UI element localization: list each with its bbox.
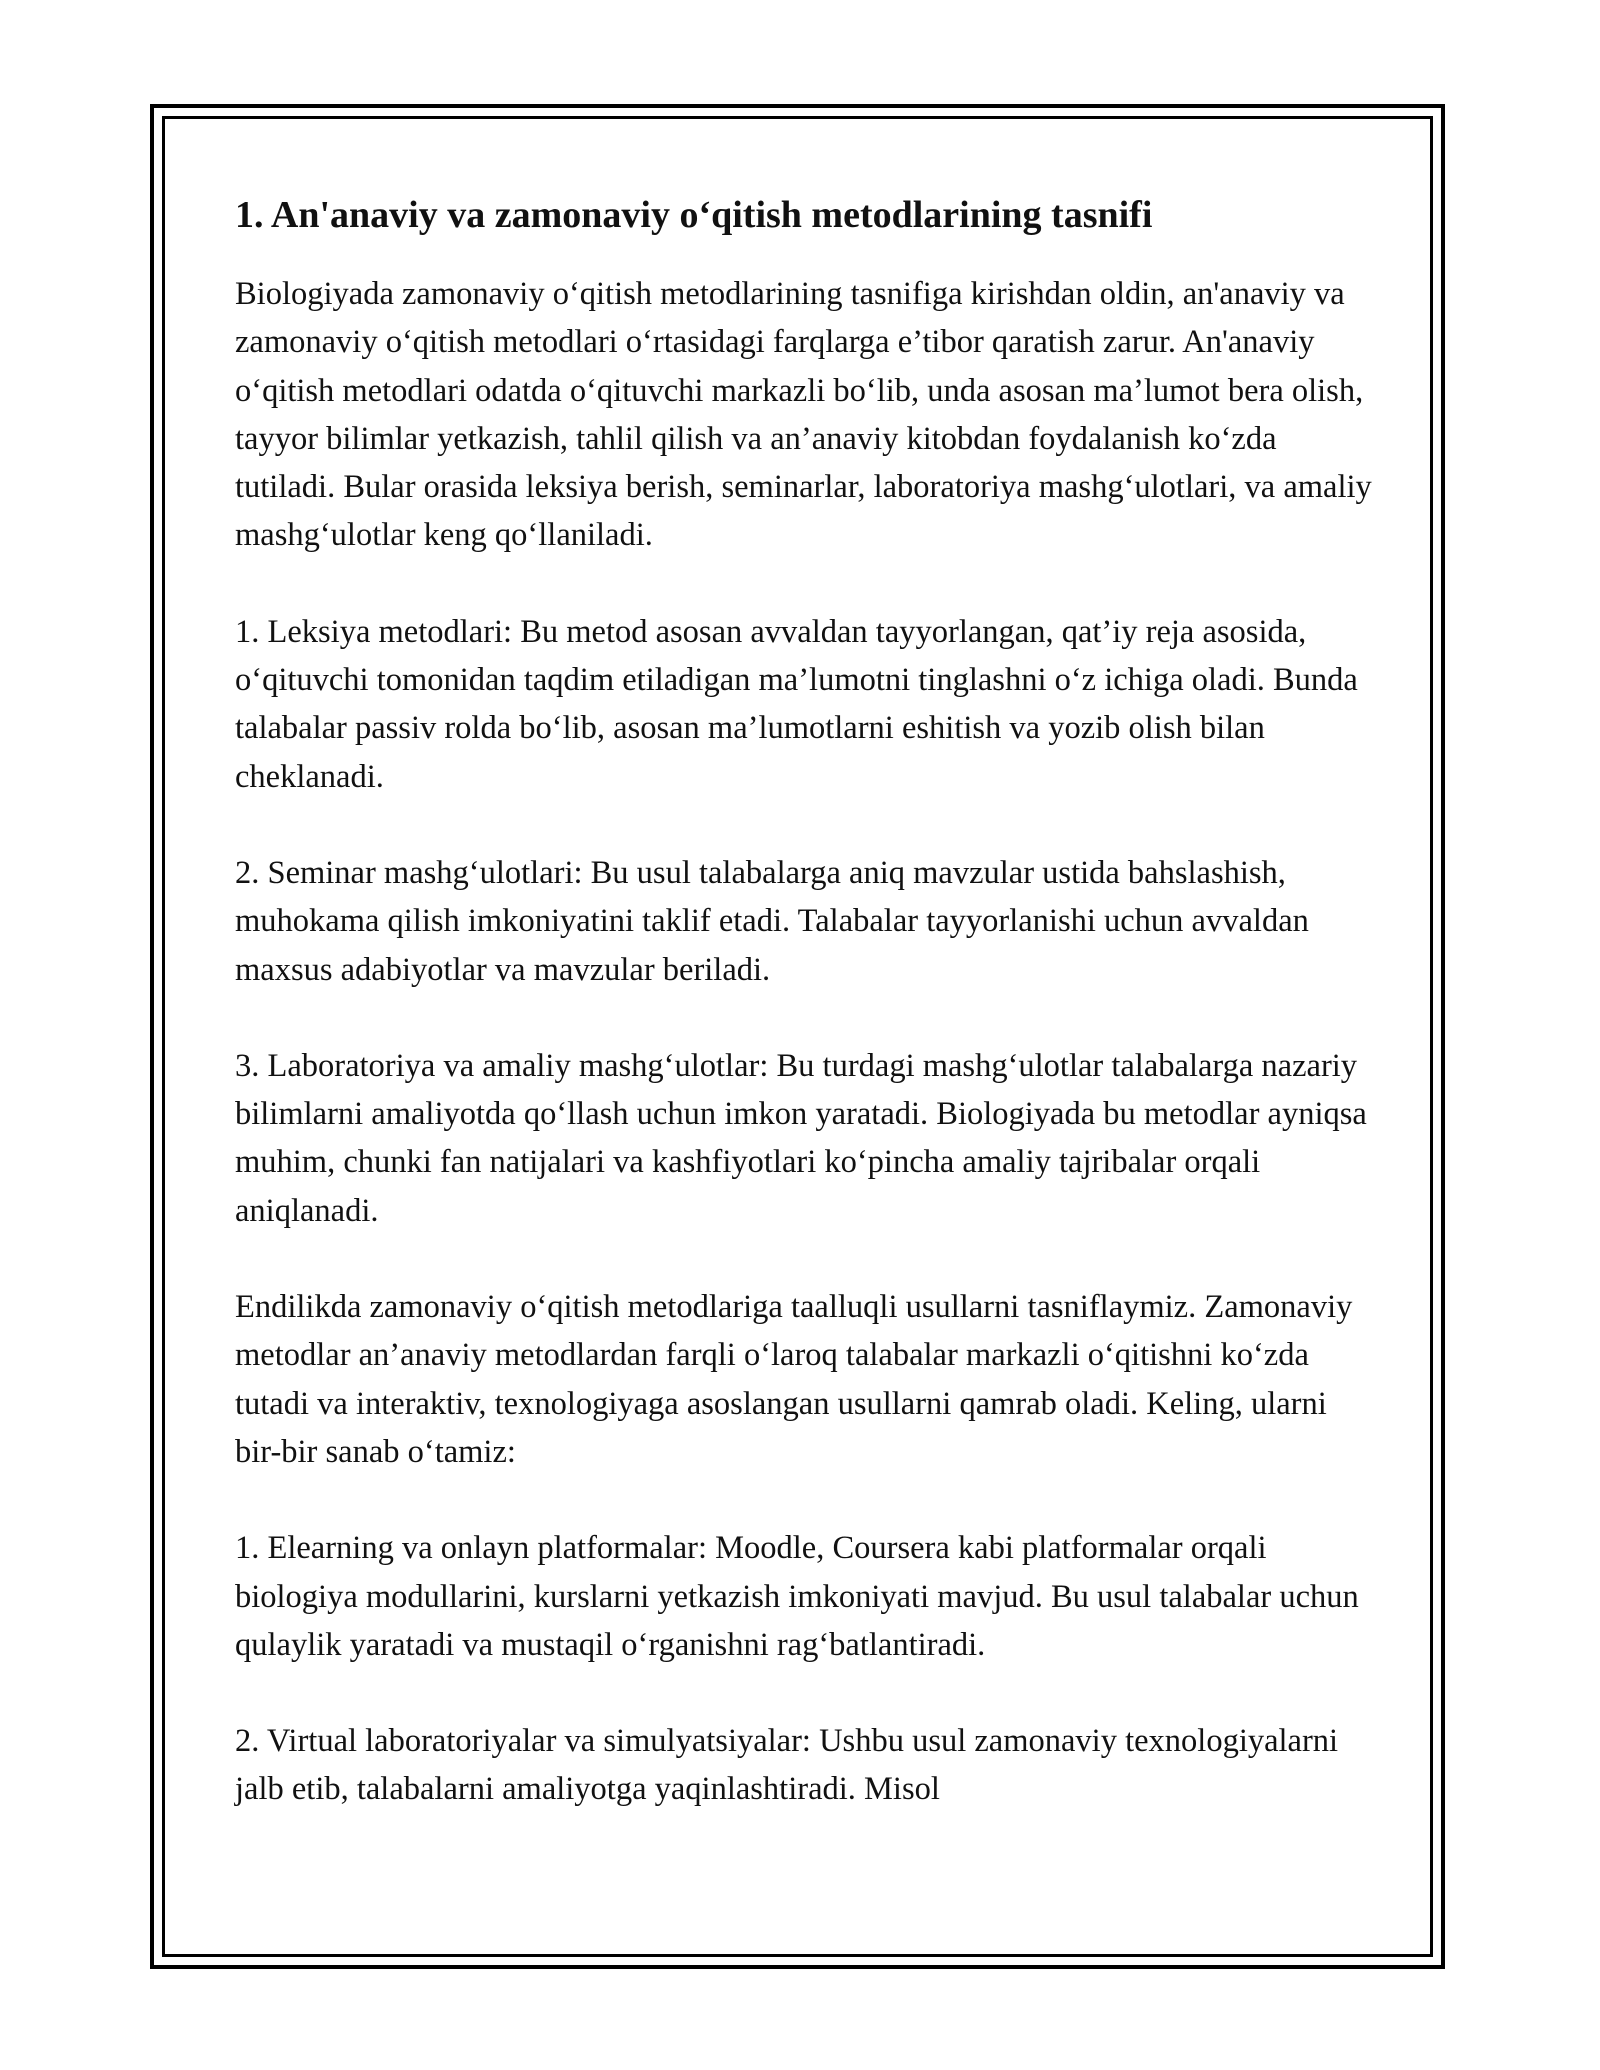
section-heading: 1. An'anaviy va zamonaviy o‘qitish metodlarining tasnifi [235,194,1153,236]
list-item-virtual-labs: 2. Virtual laboratoriyalar va simulyatsiyalar: Ushbu usul zamonaviy texnologiyalarni jalb etib, talabalarni amaliyotga yaqinlashtiradi. Misol [235,1723,1339,1808]
list-item-leksiya: 1. Leksiya metodlari: Bu metod asosan avvaldan tayyorlangan, qat’iy reja asosida, o‘qituvchi tomonidan taqdim etiladigan ma’lumotni tinglashni o‘z ichiga oladi. Bunda talabalar passiv rolda bo‘lib, asosan ma’lumotlarni eshitish va yozib olish bilan cheklanadi. [235,613,1358,795]
list-item-laboratoriya: 3. Laboratoriya va amaliy mashg‘ulotlar: Bu turdagi mashg‘ulotlar talabalarga nazariy bilimlarni amaliyotda qo‘llash uchun imkon yaratadi. Biologiyada bu metodlar ayniqsa muhim, chunki fan natijalari va kashfiyotlari ko‘pincha amaliy tajribalar orqali aniqlanadi. [235,1047,1367,1229]
list-item-seminar: 2. Seminar mashg‘ulotlari: Bu usul talabalarga aniq mavzular ustida bahslashish, muhokama qilish imkoniyatini taklif etadi. Talabalar tayyorlanishi uchun avvaldan maxsus adabiyotlar va mavzular beriladi. [235,854,1309,988]
document-body [235,190,1375,1814]
intro-paragraph: Biologiyada zamonaviy o‘qitish metodlarining tasnifiga kirishdan oldin, an'anaviy va zamonaviy o‘qitish metodlari o‘rtasidagi farqlarga e’tibor qaratish zarur. An'anaviy o‘qitish metodlari odatda o‘qituvchi markazli bo‘lib, unda asosan ma’lumot bera olish, tayyor bilimlar yetkazish, tahlil qilish va an’anaviy kitobdan foydalanish ko‘zda tutiladi. Bular orasida leksiya berish, seminarlar, laboratoriya mashg‘ulotlari, va amaliy mashg‘ulotlar keng qo‘llaniladi. [235,276,1372,554]
modern-methods-paragraph: Endilikda zamonaviy o‘qitish metodlariga taalluqli usullarni tasniflaymiz. Zamonaviy metodlar an’anaviy metodlardan farqli o‘laroq talabalar markazli o‘qitishni ko‘zda tutadi va interaktiv, texnologiyaga asoslangan usullarni qamrab oladi. Keling, ularni bir-bir sanab o‘tamiz: [235,1289,1353,1470]
list-item-elearning: 1. Elearning va onlayn platformalar: Moodle, Coursera kabi platformalar orqali biologiya modullarini, kurslarni yetkazish imkoniyati mavjud. Bu usul talabalar uchun qulaylik yaratadi va mustaqil o‘rganishni rag‘batlantiradi. [235,1530,1359,1663]
